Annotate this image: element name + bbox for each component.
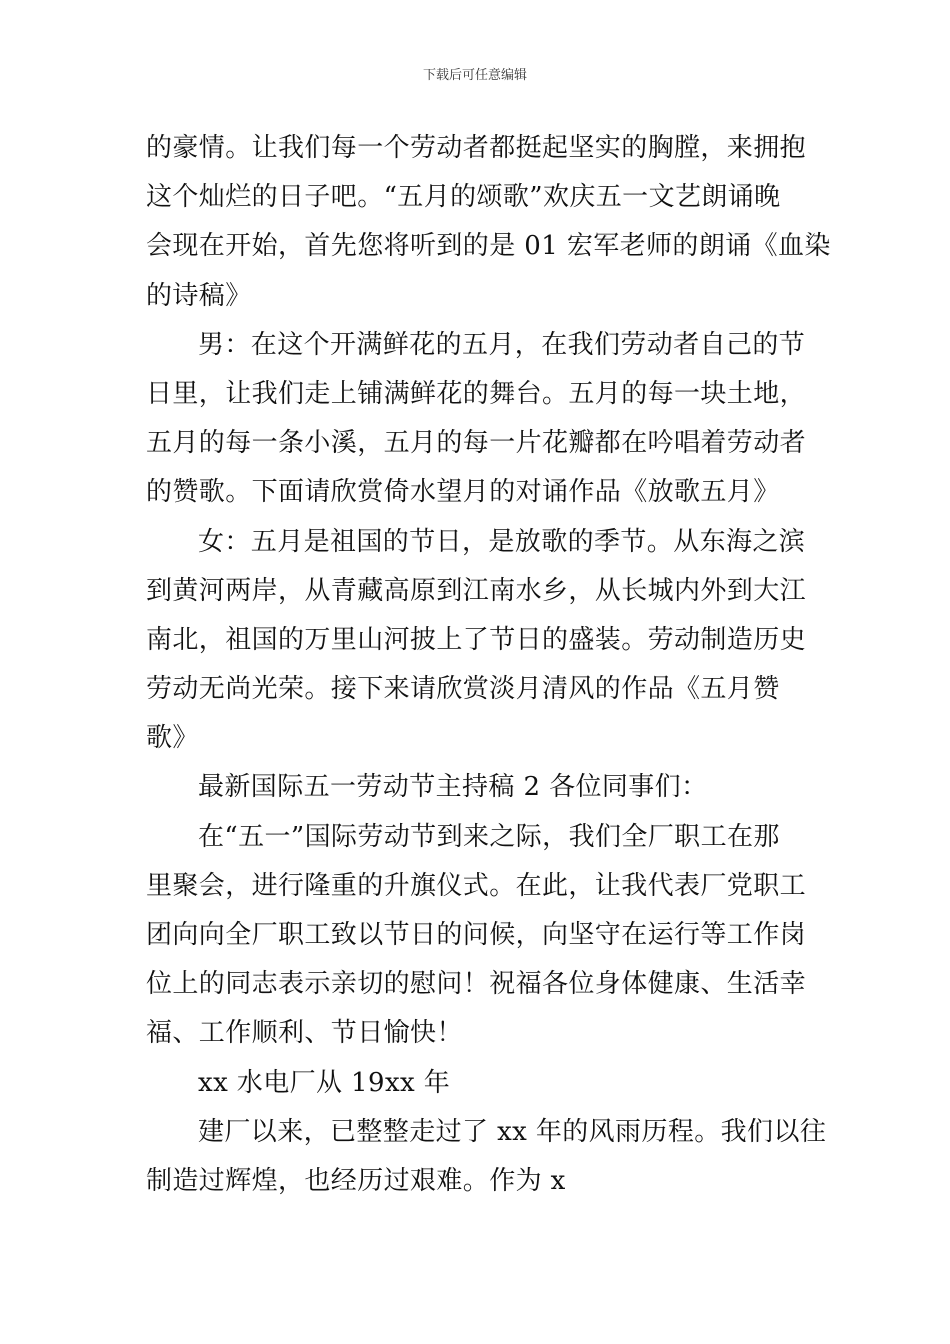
text-line: 建厂以来，已整整走过了 xx 年的风雨历程。我们以往 [198,1116,827,1147]
text-line: 最新国际五一劳动节主持稿 2 各位同事们： [198,772,708,803]
document-body [146,124,831,1206]
text-line: 在“五一”国际劳动节到来之际，我们全厂职工在那 [198,821,780,852]
text-line: 到黄河两岸，从青藏高原到江南水乡，从长城内外到大江 [146,575,807,606]
text-line: 女：五月是祖国的节日，是放歌的季节。从东海之滨 [198,526,806,557]
text-line: 南北，祖国的万里山河披上了节日的盛装。劳动制造历史 [146,624,807,655]
page-header: 下载后可任意编辑 [422,68,527,83]
text-line: 的赞歌。下面请欣赏倚水望月的对诵作品《放歌五月》 [146,477,780,508]
text-line: 的豪情。让我们每一个劳动者都挺起坚实的胸膛，来拥抱 [146,133,807,163]
text-line: 团向向全厂职工致以节日的问候，向坚守在运行等工作岗 [146,920,807,950]
text-line: xx 水电厂从 19xx 年 [198,1067,451,1098]
text-line: 的诗稿》 [146,280,252,311]
text-line: 里聚会，进行隆重的升旗仪式。在此，让我代表厂党职工 [146,870,807,901]
text-line: 福、工作顺利、节日愉快！ [146,1018,463,1049]
text-line: 男：在这个开满鲜花的五月，在我们劳动者自己的节 [198,329,806,360]
text-line: 歌》 [146,723,199,754]
text-line: 劳动无尚光荣。接下来请欣赏淡月清风的作品《五月赞 [146,674,780,705]
text-line: 会现在开始，首先您将听到的是 01 宏军老师的朗诵《血染 [146,231,831,262]
text-line: 日里，让我们走上铺满鲜花的舞台。五月的每一块土地， [146,378,807,409]
text-line: 制造过辉煌，也经历过艰难。作为 x [146,1165,566,1196]
text-line: 这个灿烂的日子吧。“五月的颂歌”欢庆五一文艺朗诵晚 [146,182,781,213]
text-line: 五月的每一条小溪，五月的每一片花瓣都在吟唱着劳动者 [146,428,807,459]
text-line: 位上的同志表示亲切的慰问！祝福各位身体健康、生活幸 [146,969,807,1000]
